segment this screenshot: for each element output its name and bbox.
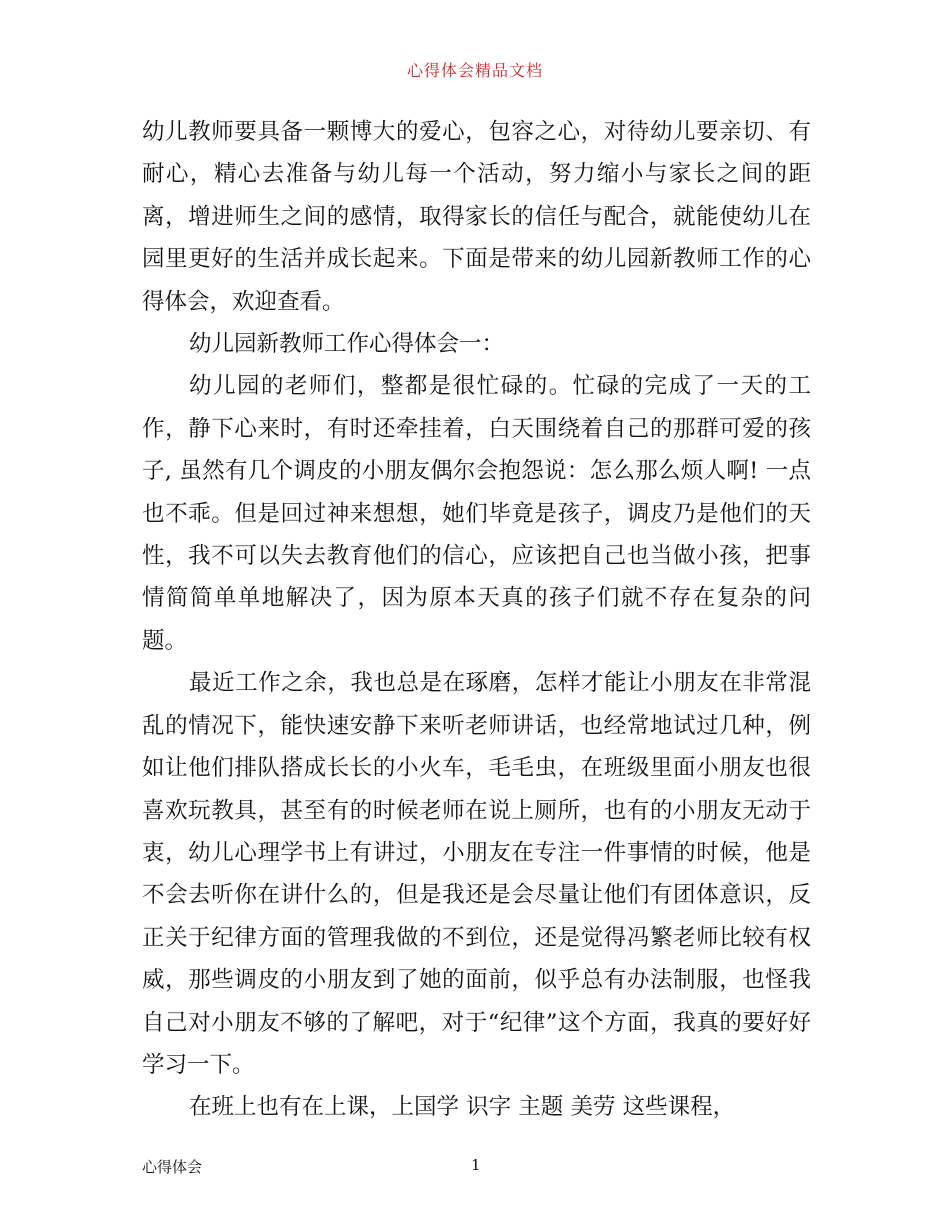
paragraph-teachers-busy: 幼儿园的老师们，整都是很忙碌的。忙碌的完成了一天的工作，静下心来时，有时还牵挂着，白天围绕着自己的那群可爱的孩子, 虽然有几个调皮的小朋友偶尔会抱怨说：怎么那么烦人啊! 一点也不乖。但是回过神来想想，她们毕竟是孩子，调皮乃是他们的天性，我不可以失去教育他们的信心，应该把自己也当做小孩，把事情简简单单地解决了，因为原本天真的孩子们就不存在复杂的问题。: [142, 373, 811, 654]
footer-label: 心得体会: [142, 1158, 203, 1176]
paragraph-intro: 幼儿教师要具备一颗博大的爱心，包容之心，对待幼儿要亲切、有耐心，精心去准备与幼儿每一个活动，努力缩小与家长之间的距离，增进师生之间的感情，取得家长的信任与配合，就能使幼儿在园里更好的生活并成长起来。下面是带来的幼儿园新教师工作的心得体会，欢迎查看。: [142, 119, 811, 315]
document-body: [142, 111, 811, 1129]
paragraph-courses: 在班上也有在上课，上国学 识字 主题 美劳 这些课程，: [189, 1094, 736, 1121]
paragraph-section-heading: 幼儿园新教师工作心得体会一：: [189, 331, 505, 358]
paragraph-discipline: 最近工作之余，我也总是在琢磨，怎样才能让小朋友在非常混乱的情况下，能快速安静下来听老师讲话，也经常地试过几种，例如让他们排队搭成长长的小火车，毛毛虫，在班级里面小朋友也很喜欢玩教具，甚至有的时候老师在说上厕所，也有的小朋友无动于衷，幼儿心理学书上有讲过，小朋友在专注一件事情的时候，他是不会去听你在讲什么的，但是我还是会尽量让他们有团体意识，反正关于纪律方面的管理我做的不到位，还是觉得冯繁老师比较有权威，那些调皮的小朋友到了她的面前，似乎总有办法制服，也怪我自己对小朋友不够的了解吧，对于“纪律”这个方面，我真的要好好学习一下。: [142, 670, 811, 1078]
page-number: 1: [471, 1156, 481, 1174]
page-header-title: 心得体会精品文档: [406, 61, 543, 80]
